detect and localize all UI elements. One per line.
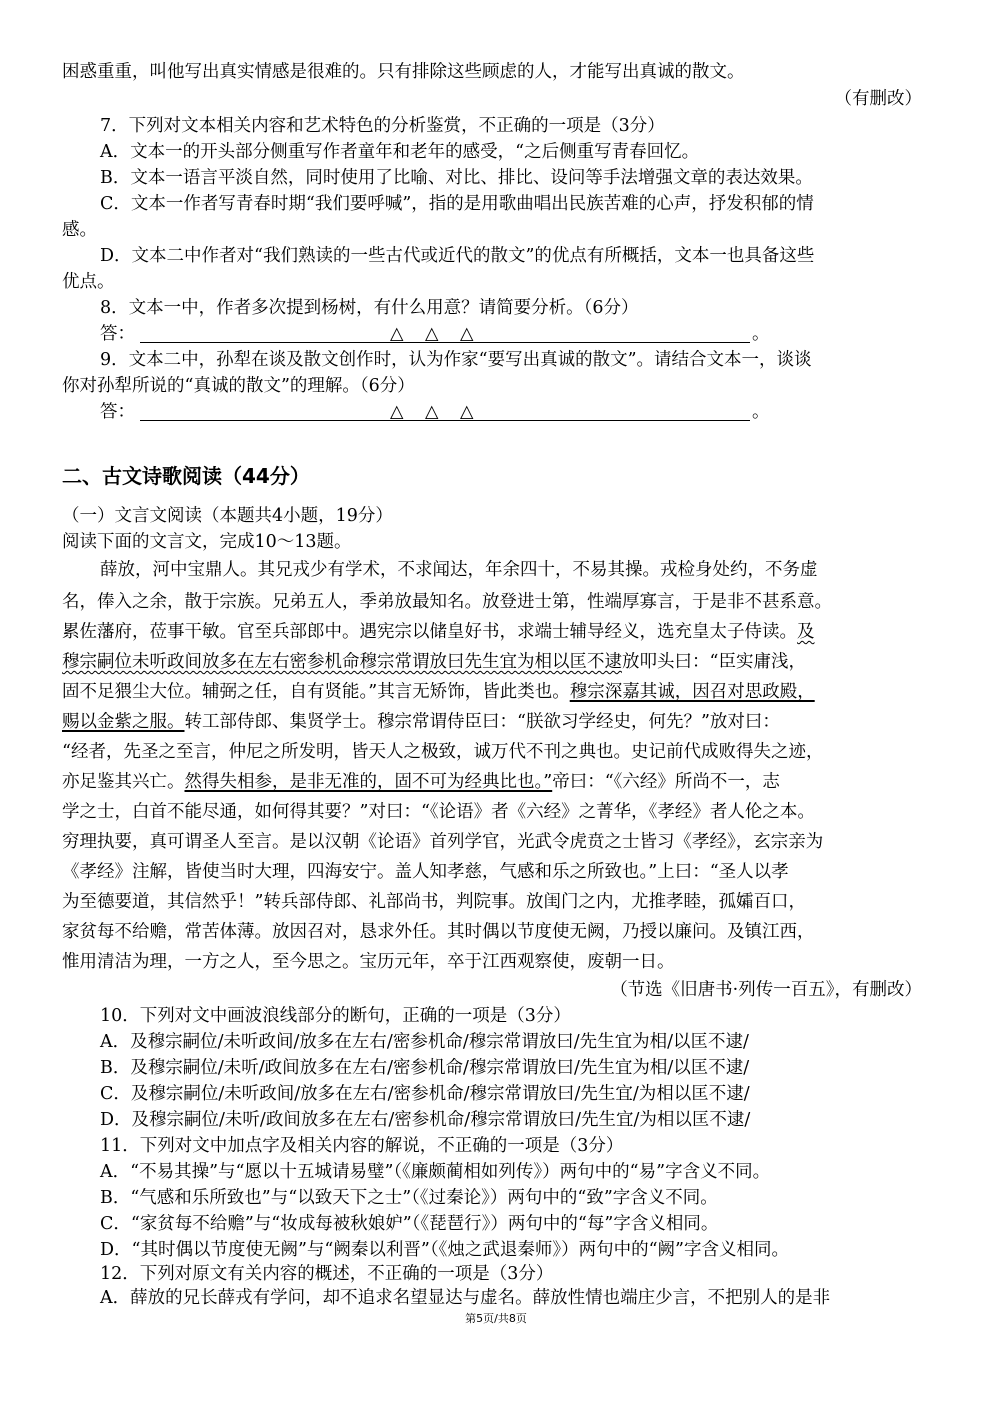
passage-line: 为至德要道，其信然乎！”转兵部侍郎、礼部尚书，判院事。放闺门之内，尤推孝睦，孤孀百口， — [62, 892, 806, 912]
source-note: （有删改） — [834, 89, 922, 109]
passage-line: 家贫每不给赡，常苦体薄。放因召对，恳求外任。其时偶以节度使无阙，乃授以廉问。及镇江西， — [62, 922, 815, 942]
question-12-stem: 12．下列对原文有关内容的概述，不正确的一项是（3分） — [100, 1264, 554, 1284]
answer-end: 。 — [752, 324, 770, 344]
question-7-option-c-cont: 感。 — [62, 220, 97, 240]
question-10-option-a: A．及穆宗嗣位/未听政间/放多在左右/密参机命/穆宗常谓放曰/先生宜为相/以匡不逮/ — [100, 1032, 749, 1052]
passage-line: 亦足鉴其兴亡。然得失相参，是非无准的，固不可为经典比也。”帝曰：“《六经》所尚不一，志 — [62, 772, 780, 792]
question-7-option-b: B．文本一语言平淡自然，同时使用了比喻、对比、排比、设问等手法增强文章的表达效果。 — [100, 168, 813, 188]
passage-source: （节选《旧唐书·列传一百五》，有删改） — [610, 980, 922, 1000]
question-11-option-a: A．“不易其操”与“愿以十五城请易璧”（《廉颇蔺相如列传》）两句中的“易”字含义不同。 — [100, 1162, 771, 1182]
question-10-option-d: D．及穆宗嗣位/未听/政间放多在左右/密参机命/穆宗常谓放曰/先生宜/为相以匡不逮/ — [100, 1110, 751, 1130]
answer-placeholder: △ △ △ — [390, 324, 482, 344]
underlined-text: 穆宗深嘉其诚，因召对思政殿， — [569, 682, 815, 702]
question-7-stem: 7．下列对文本相关内容和艺术特色的分析鉴赏，不正确的一项是（3分） — [100, 116, 665, 136]
passage-line: 穷理执要，真可谓圣人至言。是以汉朝《论语》首列学官，光武令虎贲之士皆习《孝经》，玄宗亲为 — [62, 832, 824, 852]
section-title: 二、古文诗歌阅读（44分） — [62, 464, 310, 488]
question-11-option-d: D．“其时偶以节度使无阙”与“阙秦以利晋”（《烛之武退秦师》）两句中的“阙”字含义相同。 — [100, 1240, 789, 1260]
wavy-underlined-text: 穆宗嗣位未听政间放多在左右密参机命穆宗常谓放曰先生宜为相以匡不逮 — [62, 652, 622, 672]
instruction: 阅读下面的文言文，完成10～13题。 — [62, 532, 352, 552]
underlined-text: 赐以金紫之服。 — [62, 712, 185, 732]
question-7-option-c: C．文本一作者写青春时期“我们要呼喊”，指的是用歌曲唱出民族苦难的心声，抒发积郁的情 — [100, 194, 814, 214]
passage-line: “经者，先圣之至言，仲尼之所发明，皆天人之极致，诚万代不刊之典也。史记前代成败得失之迹， — [62, 742, 824, 762]
question-12-option-a: A．薛放的兄长薛戎有学问，却不追求名望显达与虚名。薛放性情也端庄少言，不把别人的是非 — [100, 1288, 831, 1308]
answer-placeholder: △ △ △ — [390, 402, 482, 422]
text-line: 困惑重重，叫他写出真实情感是很难的。只有排除这些顾虑的人，才能写出真诚的散文。 — [62, 62, 745, 82]
page-number: 第5页/共8页 — [465, 1312, 527, 1325]
passage-line: 名，俸入之余，散于宗族。兄弟五人，季弟放最知名。放登进士第，性端厚寡言，于是非不甚系意。 — [62, 592, 832, 612]
answer-label: 答： — [100, 324, 135, 344]
passage-line: 学之士，白首不能尽通，如何得其要？”对曰：“《论语》者《六经》之菁华，《孝经》者人伦之本。 — [62, 802, 815, 822]
question-10-stem: 10．下列对文中画波浪线部分的断句，正确的一项是（3分） — [100, 1006, 571, 1026]
question-8-stem: 8．文本一中，作者多次提到杨树，有什么用意？请简要分析。（6分） — [100, 298, 639, 318]
question-10-option-c: C．及穆宗嗣位/未听政间/放多在左右/密参机命/穆宗常谓放曰/先生宜/为相以匡不逮/ — [100, 1084, 750, 1104]
passage-line: 固不足猥尘大位。辅弼之任，自有贤能。”其言无矫饰，皆此类也。穆宗深嘉其诚，因召对思政殿， — [62, 682, 815, 702]
question-7-option-d: D．文本二中作者对“我们熟读的一些古代或近代的散文”的优点有所概括，文本一也具备这些 — [100, 246, 815, 266]
question-9-stem-cont: 你对孙犁所说的“真诚的散文”的理解。（6分） — [62, 376, 415, 396]
subsection-title: （一）文言文阅读（本题共4小题，19分） — [62, 506, 393, 526]
question-7-option-d-cont: 优点。 — [62, 272, 115, 292]
question-10-option-b: B．及穆宗嗣位/未听/政间放多在左右/密参机命/穆宗常谓放曰/先生宜为相/以匡不逮/ — [100, 1058, 750, 1078]
question-11-stem: 11．下列对文中加点字及相关内容的解说，不正确的一项是（3分） — [100, 1136, 624, 1156]
passage-line: 赐以金紫之服。转工部侍郎、集贤学士。穆宗常谓侍臣曰：“朕欲习学经史，何先？”放对曰： — [62, 712, 780, 732]
passage-line: 穆宗嗣位未听政间放多在左右密参机命穆宗常谓放曰先生宜为相以匡不逮放叩头曰：“臣实庸浅， — [62, 652, 806, 672]
passage-line: 惟用清洁为理，一方之人，至今思之。宝历元年，卒于江西观察使，废朝一日。 — [62, 952, 675, 972]
question-7-option-a: A．文本一的开头部分侧重写作者童年和老年的感受，“之后侧重写青春回忆。 — [100, 142, 700, 162]
passage-line: 累佐藩府，莅事干敏。官至兵部郎中。遇宪宗以储皇好书，求端士辅导经义，选充皇太子侍读。及 — [62, 622, 815, 642]
question-11-option-c: C．“家贫每不给赡”与“妆成每被秋娘妒”（《琵琶行》）两句中的“每”字含义相同。 — [100, 1214, 719, 1234]
answer-end: 。 — [752, 402, 770, 422]
question-11-option-b: B．“气感和乐所致也”与“以致天下之士”（《过秦论》）两句中的“致”字含义不同。 — [100, 1188, 718, 1208]
passage-line: 《孝经》注解，皆使当时大理，四海安宁。盖人知孝慈，气感和乐之所致也。”上曰：“圣人以孝 — [62, 862, 789, 882]
passage-line: 薛放，河中宝鼎人。其兄戎少有学术，不求闻达，年余四十，不易其操。戎检身处约，不务虚 — [100, 560, 818, 580]
question-9-stem: 9．文本二中，孙犁在谈及散文创作时，认为作家“要写出真诚的散文”。请结合文本一，谈谈 — [100, 350, 812, 370]
underlined-text: 然得失相参，是非无准的，固不可为经典比也。” — [184, 772, 553, 792]
answer-label: 答： — [100, 402, 135, 422]
